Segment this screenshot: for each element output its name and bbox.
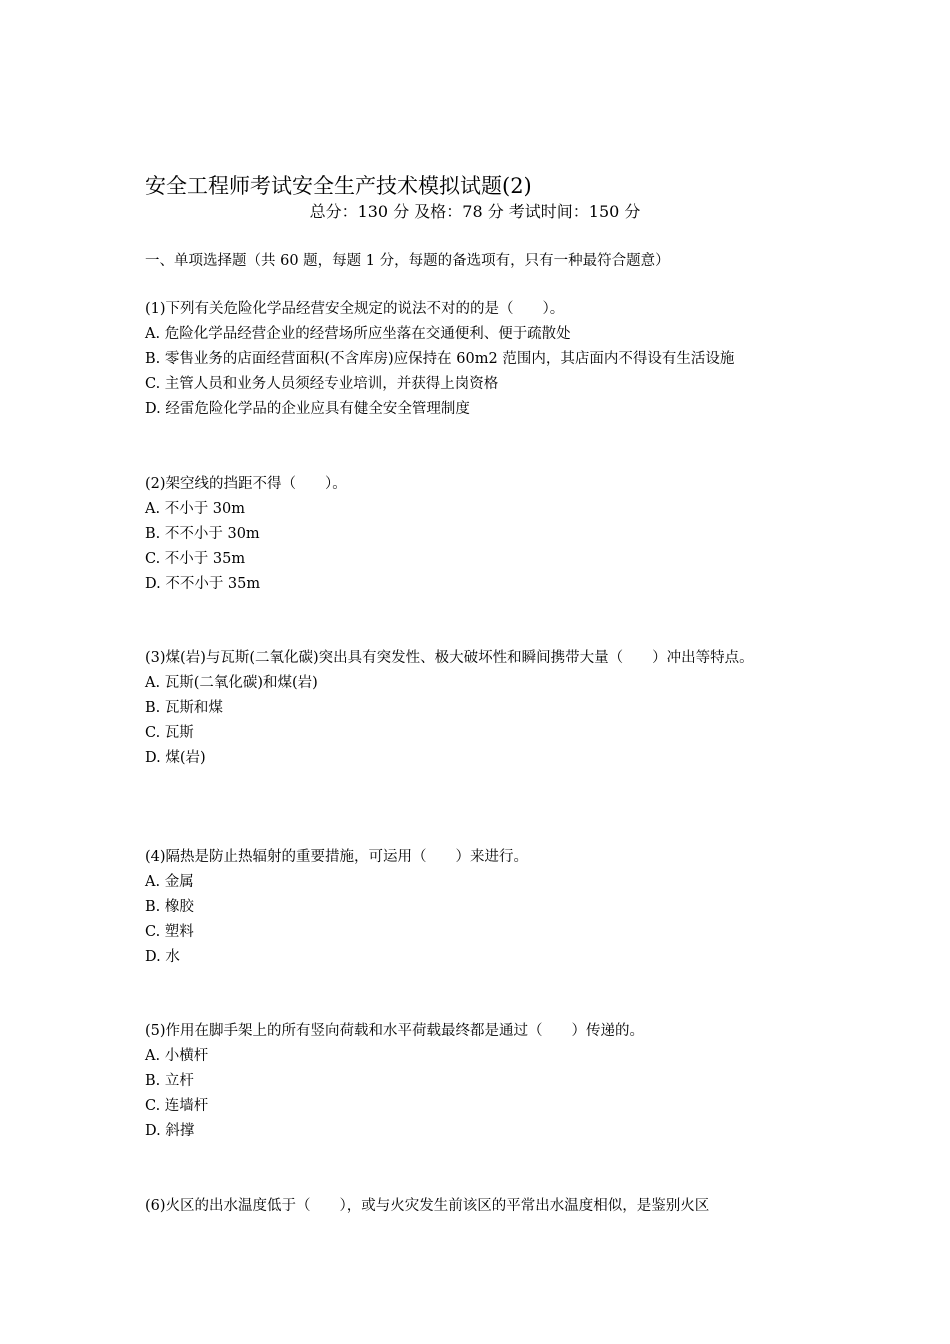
question-stem: (5)作用在脚手架上的所有竖向荷载和水平荷载最终都是通过（ ）传递的。 xyxy=(145,1023,645,1039)
option-b: B. 瓦斯和煤 xyxy=(145,700,223,716)
option-d: D. 煤(岩) xyxy=(145,750,206,766)
option-d: D. 斜撑 xyxy=(145,1123,195,1139)
question-1 xyxy=(145,297,810,422)
question-stem: (1)下列有关危险化学品经营安全规定的说法不对的的是（ ）。 xyxy=(145,301,565,317)
option-c: C. 塑料 xyxy=(145,924,194,940)
option-b: B. 橡胶 xyxy=(145,899,194,915)
option-a: A. 不小于 30m xyxy=(145,501,245,517)
question-3 xyxy=(145,646,810,771)
option-a: A. 瓦斯(二氧化碳)和煤(岩) xyxy=(145,675,318,691)
option-a: A. 金属 xyxy=(145,874,194,890)
question-stem: (6)火区的出水温度低于（ ），或与火灾发生前该区的平常出水温度相似，是鉴别火区 xyxy=(145,1198,710,1214)
option-c: C. 连墙杆 xyxy=(145,1098,209,1114)
option-b: B. 不不小于 30m xyxy=(145,526,260,542)
section-heading: 一、单项选择题（共 60 题，每题 1 分，每题的备选项有，只有一种最符合题意） xyxy=(145,253,670,269)
option-b: B. 立杆 xyxy=(145,1073,194,1089)
question-stem: (4)隔热是防止热辐射的重要措施，可运用（ ）来进行。 xyxy=(145,849,529,865)
option-d: D. 经雷危险化学品的企业应具有健全安全管理制度 xyxy=(145,401,470,417)
option-c: C. 不小于 35m xyxy=(145,551,246,567)
option-a: A. 小横杆 xyxy=(145,1048,209,1064)
question-6 xyxy=(145,1194,810,1219)
option-d: D. 不不小于 35m xyxy=(145,576,261,592)
question-5 xyxy=(145,1019,810,1144)
document-title: 安全工程师考试安全生产技术模拟试题(2) xyxy=(145,174,532,198)
option-c: C. 瓦斯 xyxy=(145,725,194,741)
option-b: B. 零售业务的店面经营面积(不含库房)应保持在 60m2 范围内，其店面内不得设有生活设施 xyxy=(145,351,735,367)
option-a: A. 危险化学品经营企业的经营场所应坐落在交通便利、便于疏散处 xyxy=(145,326,571,342)
option-c: C. 主管人员和业务人员须经专业培训，并获得上岗资格 xyxy=(145,376,499,392)
question-stem: (2)架空线的挡距不得（ ）。 xyxy=(145,476,347,492)
question-4 xyxy=(145,845,810,970)
option-d: D. 水 xyxy=(145,949,180,965)
question-stem: (3)煤(岩)与瓦斯(二氧化碳)突出具有突发性、极大破坏性和瞬间携带大量（ ）冲出等特点。 xyxy=(145,650,754,666)
question-2 xyxy=(145,472,810,597)
exam-info: 总分：130 分 及格：78 分 考试时间：150 分 xyxy=(309,202,641,221)
